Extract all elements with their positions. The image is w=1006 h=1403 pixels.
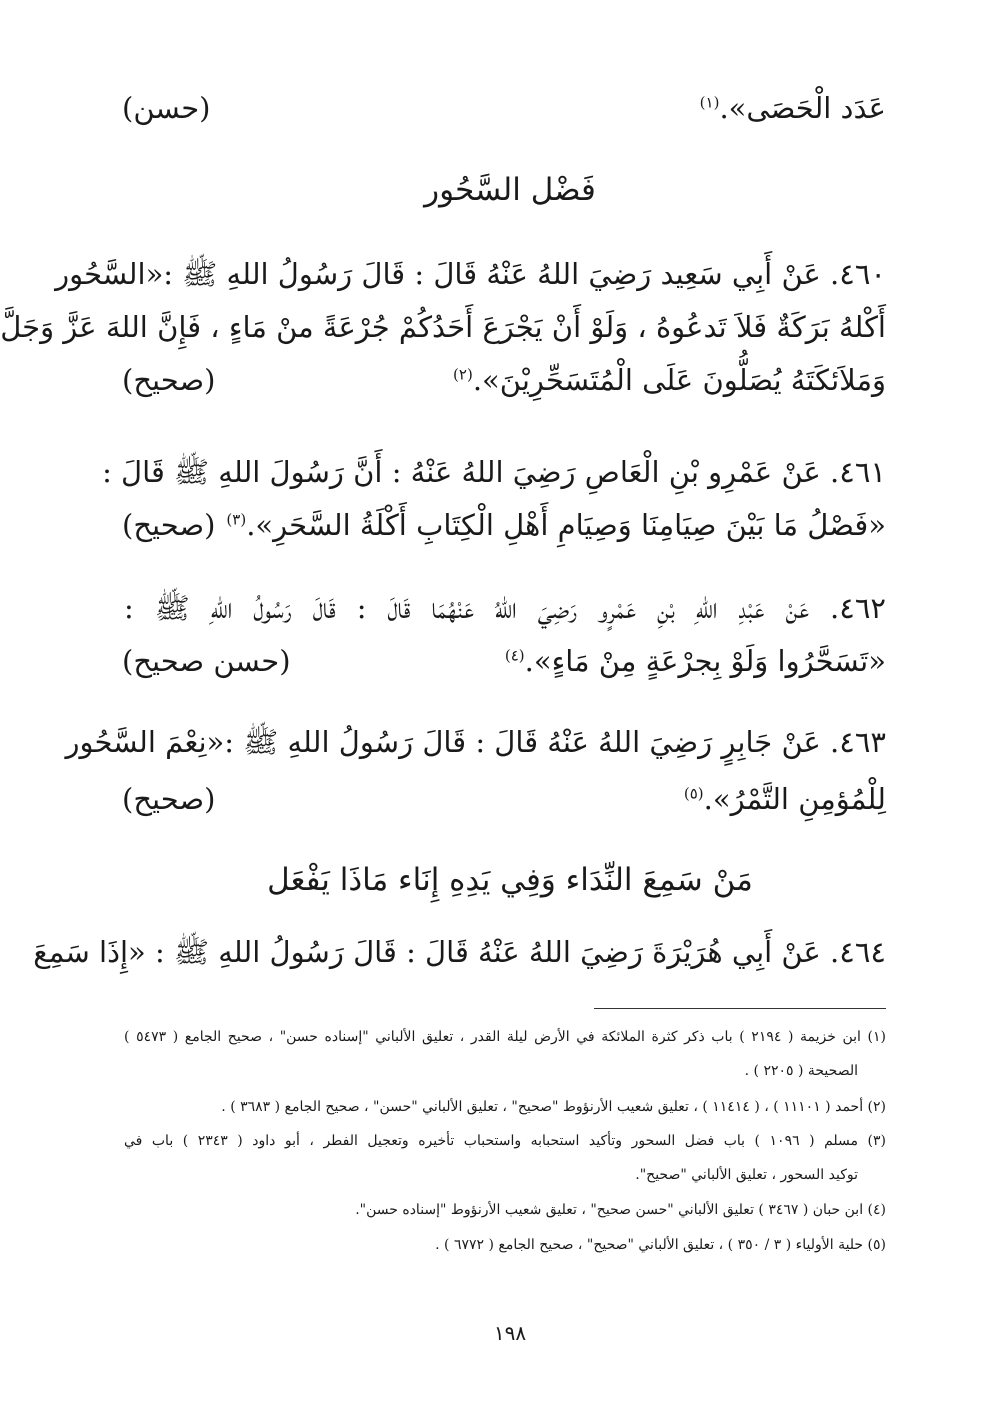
page-number: ١٩٨ <box>493 1321 527 1345</box>
hadith-grade: (صحيح) <box>122 508 216 542</box>
hadith-461-line-1: ٤٦١. عَنْ عَمْرِو بْنِ الْعَاصِ رَضِيَ اللهُ عَنْهُ : أَنَّ رَسُولَ اللهِ ﷺ قَالَ : <box>102 455 886 489</box>
hadith-grade: (حسن) <box>122 91 211 125</box>
footnote-ref: (٤) <box>504 646 525 665</box>
footnote-2: (٢) أحمد ( ١١١٠١ ) ، ( ١١٤١٤ ) ، تعليق شعيب الأرنؤوط "صحيح" ، تعليق الألباني "حسن" ، صحيح الجامع ( ٣٦٨٣ ) . <box>221 1099 886 1115</box>
hadith-460-line-1: ٤٦٠. عَنْ أَبِي سَعِيد رَضِيَ اللهُ عَنْهُ قَالَ : قَالَ رَسُولُ اللهِ ﷺ :«السَّحُور <box>55 257 886 291</box>
section-heading: مَنْ سَمِعَ النِّدَاء وَفِي يَدِهِ إِنَاء مَاذَا يَفْعَل <box>267 862 753 898</box>
footnote-5: (٥) حلية الأولياء ( ٣ / ٣٥٠ ) ، تعليق الألباني "صحيح" ، صحيح الجامع ( ٦٧٧٢ ) . <box>435 1237 886 1253</box>
footnote-4: (٤) ابن حبان ( ٣٤٦٧ ) تعليق الألباني "حسن صحيح" ، تعليق شعيب الأرنؤوط "إسناده حسن". <box>355 1202 886 1218</box>
footnote-ref: (٥) <box>683 784 704 803</box>
continuation-line: عَدَد الْحَصَى».$^{(١)}$ <box>699 91 886 125</box>
footnote-1-continuation: الصحيحة ( ٢٢٠٥ ) . <box>744 1063 858 1079</box>
hadith-460-line-3: وَمَلاَئكَتَهُ يُصَلُّونَ عَلَى الْمُتَسَحِّرِيْنَ».$^{(٢)}$ <box>453 363 886 397</box>
footnote-3: (٣) مسلم ( ١٠٩٦ ) باب فضل السحور وتأكيد استحبابه واستحباب تأخيره وتعجيل الفطر ، أبو داود ( ٢٣٤٣ ) باب في <box>124 1133 887 1149</box>
hadith-462-line-1: ٤٦٢. عَنْ عَبْدِ اللهِ بْنِ عَمْرٍو رَضِيَ اللهُ عَنْهُمَا قَالَ : قَالَ رَسُولُ اللهِ ﷺ : <box>124 591 886 625</box>
section-heading: فَضْل السَّحُور <box>424 172 596 208</box>
hadith-grade: (صحيح) <box>122 782 216 816</box>
hadith-462-line-2: «تَسَحَّرُوا وَلَوْ بِجرْعَةٍ مِنْ مَاءٍ».$^{(٤)}$ <box>504 644 886 678</box>
hadith-grade: (حسن صحيح) <box>122 644 291 678</box>
footnote-3-continuation: توكيد السحور ، تعليق الألباني "صحيح". <box>635 1167 858 1183</box>
footnote-ref: (٣) <box>226 510 247 529</box>
footnote-1: (١) ابن خزيمة ( ٢١٩٤ ) باب ذكر كثرة الملائكة في الأرض ليلة القدر ، تعليق الألباني "إسناده حسن" ، صحيح الجامع ( ٥٤٧٣ ) <box>124 1029 886 1045</box>
hadith-463-line-1: ٤٦٣. عَنْ جَابِرٍ رَضِيَ اللهُ عَنْهُ قَالَ : قَالَ رَسُولُ اللهِ ﷺ :«نِعْمَ السَّحُور <box>65 725 886 759</box>
hadith-grade: (صحيح) <box>122 363 216 397</box>
footnote-ref: (٢) <box>453 365 473 384</box>
hadith-460-line-2: أَكْلهُ بَرَكَةٌ فَلاَ تَدعُوهُ ، وَلَوْ أَنْ يَجْرَعَ أَحَدُكُمْ جُرْعَةً منْ مَاءٍ ، فَإِنَّ اللهَ عَزَّ وَجَلَّ <box>0 310 886 344</box>
footnote-ref: (١) <box>699 93 720 112</box>
hadith-463-line-2: لِلْمُؤمِنِ التَّمْرُ».$^{(٥)}$ <box>683 782 886 816</box>
footnote-separator <box>594 1008 886 1009</box>
hadith-461-line-2: «فَصْلُ مَا بَيْنَ صِيَامِنَا وَصِيَامِ أَهْلِ الْكِتَابِ أَكْلَةُ السَّحَرِ».$^{(٣)}$ <box>226 508 886 542</box>
hadith-464-line-1: ٤٦٤. عَنْ أَبِي هُرَيْرَةَ رَضِيَ اللهُ عَنْهُ قَالَ : قَالَ رَسُولُ اللهِ ﷺ : «إِذَا سَمِعَ <box>33 935 886 969</box>
